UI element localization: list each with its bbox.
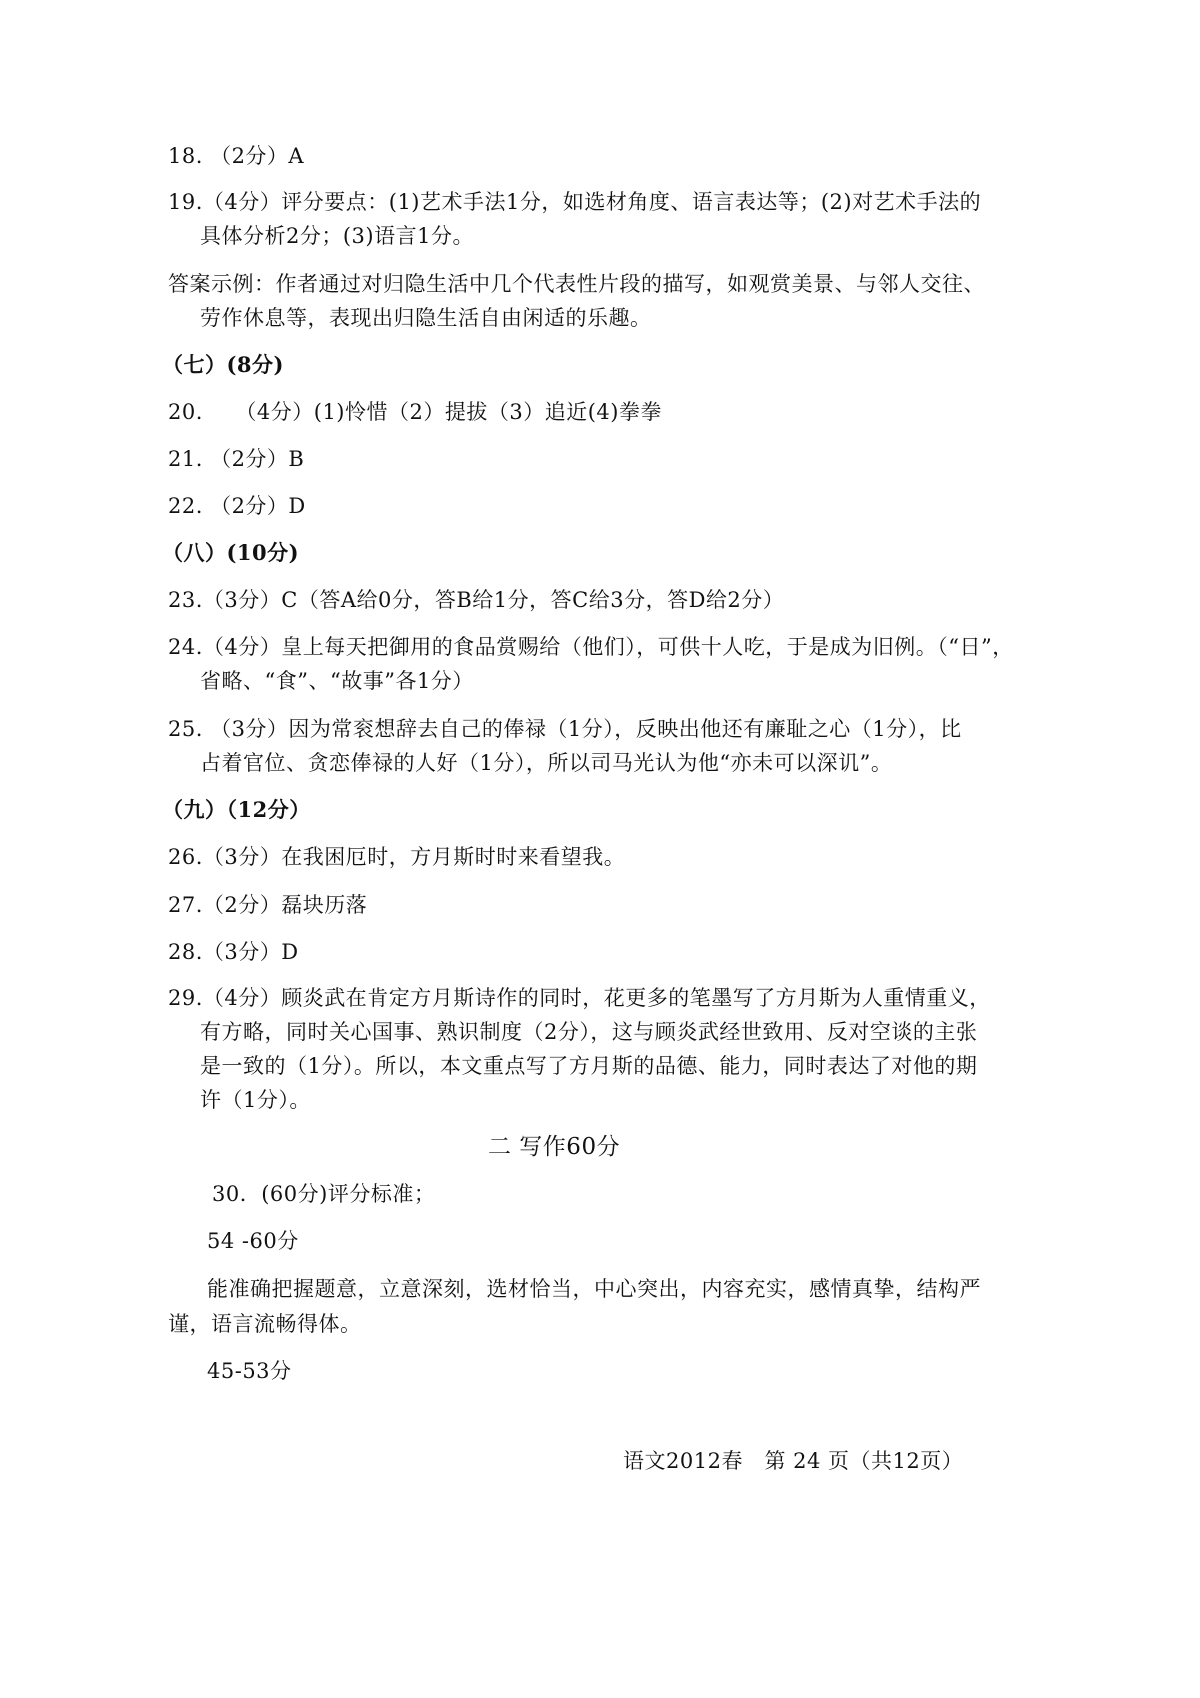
section-9-heading: （九）（12分） [162,797,311,822]
answer-24-line-1: 24.（4分）皇上每天把御用的食品赏赐给（他们），可供十人吃，于是成为旧例。（“日”， [168,635,1014,659]
answer-26: 26.（3分）在我困厄时，方月斯时时来看望我。 [168,845,626,869]
answer-25-line-1: 25. （3分）因为常衮想辞去自己的俸禄（1分），反映出他还有廉耻之心（1分），比 [168,717,962,741]
section-8-heading: （八）(10分) [162,540,300,565]
section-7-heading: （七）(8分) [162,352,284,377]
writing-question-30: 30．(60分)评分标准； [212,1182,436,1206]
answer-19-example-line-2: 劳作休息等，表现出归隐生活自由闲适的乐趣。 [200,306,652,330]
answer-21: 21. （2分）B [168,447,305,471]
answer-29-line-2: 有方略，同时关心国事、熟识制度（2分），这与顾炎武经世致用、反对空谈的主张 [200,1020,978,1044]
score-band-2: 45-53分 [207,1359,292,1383]
answer-25-line-2: 占着官位、贪恋俸禄的人好（1分），所以司马光认为他“亦未可以深讥”。 [200,751,893,775]
answer-19-line-1: 19.（4分）评分要点：(1)艺术手法1分，如选材角度、语言表达等；(2)对艺术手法的 [168,190,982,214]
page-footer: 语文2012春 第 24 页（共12页） [623,1449,964,1473]
answer-29-line-1: 29.（4分）顾炎武在肯定方月斯诗作的同时，花更多的笔墨写了方月斯为人重情重义， [168,986,991,1010]
answer-29-line-3: 是一致的（1分）。所以，本文重点写了方月斯的品德、能力，同时表达了对他的期 [200,1054,978,1078]
score-band-1-desc-line-2: 谨，语言流畅得体。 [168,1312,362,1336]
answer-19-line-2: 具体分析2分；(3)语言1分。 [200,224,474,248]
answer-28: 28.（3分）D [168,940,299,964]
writing-section-title: 二 写作60分 [488,1134,621,1160]
answer-27: 27.（2分）磊块历落 [168,893,368,917]
answer-24-line-2: 省略、“食”、“故事”各1分） [200,669,474,693]
score-band-1-desc-line-1: 能准确把握题意，立意深刻，选材恰当，中心突出，内容充实，感情真挚，结构严 [207,1277,981,1301]
score-band-1: 54 -60分 [207,1229,299,1253]
answer-20: 20. （4分）(1)怜惜（2）提拔（3）追近(4)拳拳 [168,400,662,424]
answer-19-example-line-1: 答案示例：作者通过对归隐生活中几个代表性片段的描写，如观赏美景、与邻人交往、 [168,272,985,296]
answer-23: 23.（3分）C（答A给0分，答B给1分，答C给3分，答D给2分） [168,588,785,612]
answer-18: 18. （2分）A [168,144,305,168]
answer-22: 22. （2分）D [168,494,306,518]
answer-29-line-4: 许（1分）。 [200,1088,311,1112]
